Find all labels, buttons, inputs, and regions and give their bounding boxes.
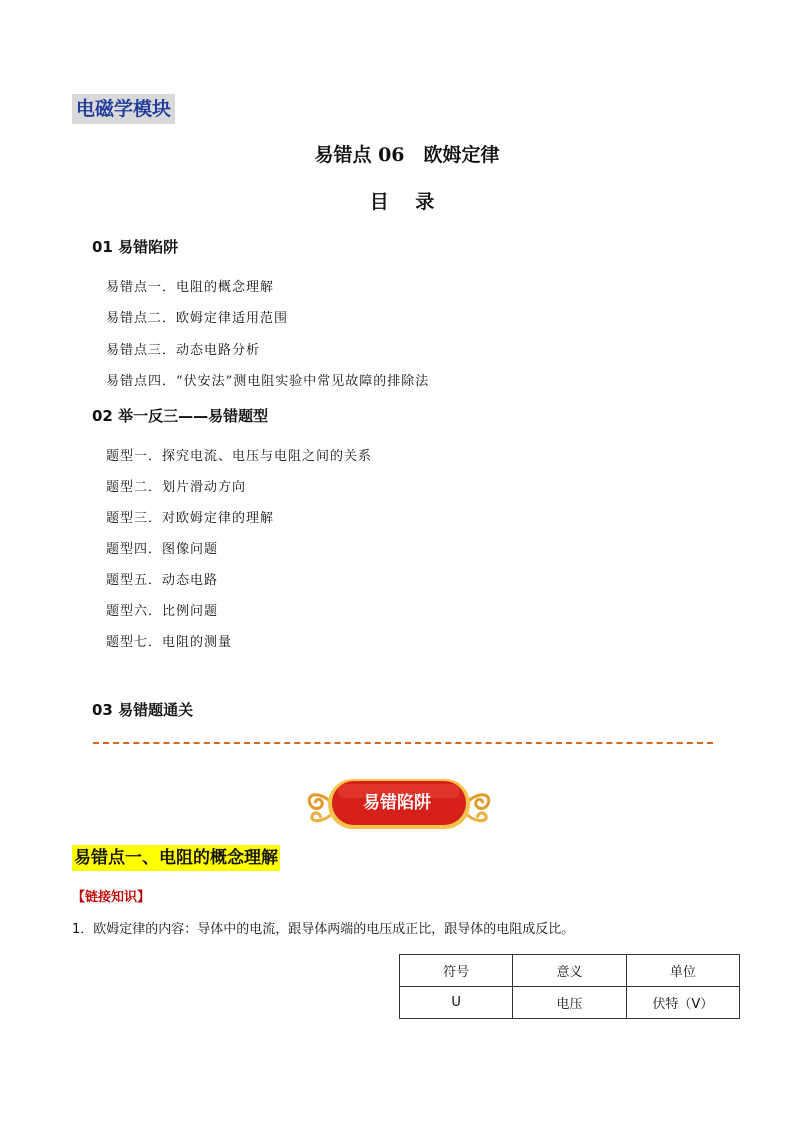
toc-item[interactable]: 题型五．动态电路	[106, 573, 219, 588]
toc-title: 目 录	[369, 191, 445, 213]
table-header-cell: 单位	[626, 955, 739, 987]
toc-item[interactable]: 题型六．比例问题	[106, 604, 219, 619]
link-knowledge-label: 【链接知识】	[72, 890, 151, 905]
module-tag: 电磁学模块	[72, 94, 175, 124]
table-cell: 伏特（V）	[626, 987, 739, 1019]
toc-item[interactable]: 题型二．划片滑动方向	[106, 480, 247, 495]
toc-item[interactable]: 题型四．图像问题	[106, 542, 219, 557]
banner-label: 易错陷阱	[363, 793, 431, 813]
table-cell: 电压	[513, 987, 626, 1019]
toc-section-heading[interactable]: 02 举一反三——易错题型	[92, 407, 269, 425]
dashed-divider	[93, 742, 713, 744]
toc-section-heading[interactable]: 01 易错陷阱	[92, 238, 179, 256]
toc-item[interactable]: 易错点二．欧姆定律适用范围	[106, 311, 289, 326]
toc-item[interactable]: 易错点四．“伏安法”测电阻实验中常见故障的排除法	[106, 374, 430, 389]
table-header-cell: 意义	[513, 955, 626, 987]
point-heading: 易错点一、电阻的概念理解	[72, 845, 280, 871]
toc-section-heading[interactable]: 03 易错题通关	[92, 701, 194, 719]
paragraph: 1．欧姆定律的内容：导体中的电流，跟导体两端的电压成正比，跟导体的电阻成反比。	[72, 922, 575, 937]
table-header-row	[400, 955, 740, 987]
document-title: 易错点 06 欧姆定律	[314, 144, 500, 166]
unit-table	[399, 954, 740, 1019]
table-cell: U	[400, 987, 513, 1019]
table-header-cell: 符号	[400, 955, 513, 987]
toc-item[interactable]: 题型一．探究电流、电压与电阻之间的关系	[106, 449, 373, 464]
toc-item[interactable]: 题型七．电阻的测量	[106, 635, 233, 650]
toc-item[interactable]: 易错点一．电阻的概念理解	[106, 280, 275, 295]
toc-item[interactable]: 易错点三．动态电路分析	[106, 343, 261, 358]
table-row	[400, 987, 740, 1019]
toc-item[interactable]: 题型三．对欧姆定律的理解	[106, 511, 275, 526]
